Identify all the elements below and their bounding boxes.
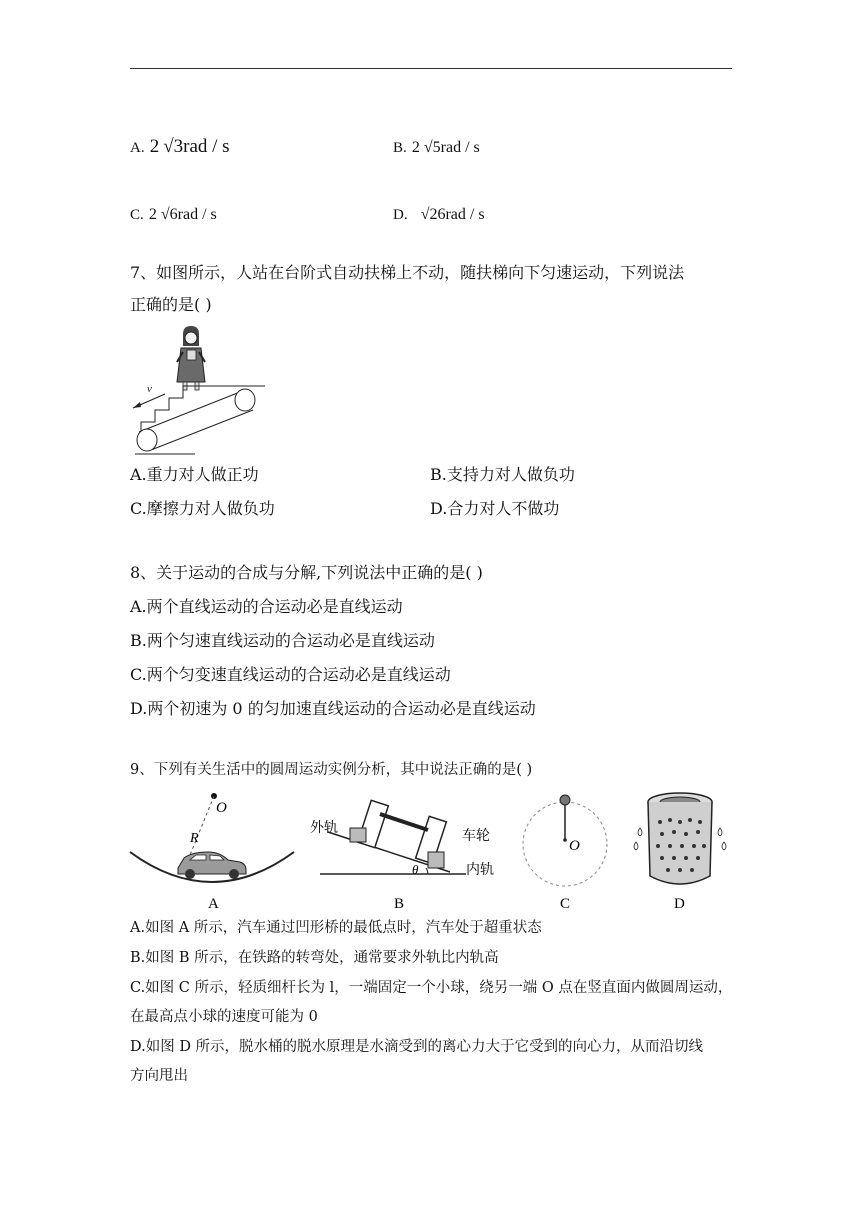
figure-d-spin-drum <box>634 793 726 884</box>
option-radicand: √5 <box>423 139 441 156</box>
figure-c-rod-circle <box>523 795 607 886</box>
q8-option-b: B.两个匀速直线运动的合运动必是直线运动 <box>130 631 435 650</box>
option-unit: rad / s <box>183 136 230 157</box>
option-letter: D. <box>393 207 408 223</box>
q9-figures <box>128 788 728 916</box>
figure-b-inner-label: 内轨 <box>466 863 494 878</box>
figure-b-outer-label: 外轨 <box>310 821 338 836</box>
escalator-figure <box>125 322 275 456</box>
q8-option-d: D.两个初速为 0 的匀加速直线运动的合运动必是直线运动 <box>130 699 536 718</box>
q6-option-d <box>393 204 485 224</box>
option-radicand: √3 <box>163 136 184 157</box>
option-letter: A. <box>130 140 145 156</box>
q7-option-c: C.摩擦力对人做负功 <box>130 499 275 518</box>
q7-stem-line2: 正确的是( ) <box>130 295 212 314</box>
q9-stem: 9、下列有关生活中的圆周运动实例分析，其中说法正确的是( ) <box>130 762 533 778</box>
q6-option-b <box>393 137 480 157</box>
figure-a-concave-bridge <box>130 793 294 882</box>
option-unit: rad / s <box>440 139 480 156</box>
option-radicand: √26 <box>420 206 446 223</box>
q7-option-b: B.支持力对人做负功 <box>430 465 575 484</box>
figure-b-banked-track <box>310 800 494 878</box>
header-rule <box>130 68 732 69</box>
figure-a-o-label: O <box>216 800 227 816</box>
figure-caption-b: B <box>394 896 405 912</box>
option-letter: B. <box>393 140 407 156</box>
q9-option-d-line2: 方向甩出 <box>130 1068 188 1084</box>
q7-stem-line1: 7、如图所示，人站在台阶式自动扶梯上不动，随扶梯向下匀速运动，下列说法 <box>130 263 685 282</box>
q8-stem: 8、关于运动的合成与分解,下列说法中正确的是( ) <box>130 563 483 582</box>
option-unit: rad / s <box>177 206 217 223</box>
q9-option-c-line1: C.如图 C 所示，轻质细杆长为 l，一端固定一个小球，绕另一端 O 点在竖直面内做圆周运动， <box>130 980 733 996</box>
option-unit: rad / s <box>445 206 485 223</box>
q6-option-c <box>130 204 217 224</box>
figure-b-wheel-label: 车轮 <box>462 829 490 844</box>
car-icon <box>178 852 246 879</box>
q8-option-a: A.两个直线运动的合运动必是直线运动 <box>130 597 403 616</box>
figure-caption-d: D <box>674 896 685 912</box>
q6-option-a <box>130 136 230 158</box>
option-letter: C. <box>130 207 144 223</box>
option-coefficient: 2 <box>411 139 420 156</box>
q8-option-c: C.两个匀变速直线运动的合运动必是直线运动 <box>130 665 451 684</box>
figure-caption-a: A <box>208 896 219 912</box>
q7-option-a: A.重力对人做正功 <box>130 465 259 484</box>
figure-caption-c: C <box>560 896 571 912</box>
q9-option-c-line2: 在最高点小球的速度可能为 0 <box>130 1009 318 1025</box>
option-coefficient: 2 <box>149 136 160 157</box>
q9-option-b: B.如图 B 所示，在铁路的转弯处，通常要求外轨比内轨高 <box>130 950 499 966</box>
q9-option-a: A.如图 A 所示，汽车通过凹形桥的最低点时，汽车处于超重状态 <box>130 920 542 936</box>
figure-b-theta-label: θ <box>412 862 419 877</box>
figure-c-o-label: O <box>569 838 580 854</box>
q7-option-d: D.合力对人不做功 <box>430 499 560 518</box>
option-radicand: √6 <box>160 206 178 223</box>
q9-option-d-line1: D.如图 D 所示，脱水桶的脱水原理是水滴受到的离心力大于它受到的向心力，从而沿切线 <box>130 1039 704 1055</box>
person-icon <box>177 326 205 390</box>
figure-a-r-label: R <box>190 831 199 846</box>
option-coefficient: 2 <box>148 206 157 223</box>
velocity-label: v <box>147 383 152 395</box>
